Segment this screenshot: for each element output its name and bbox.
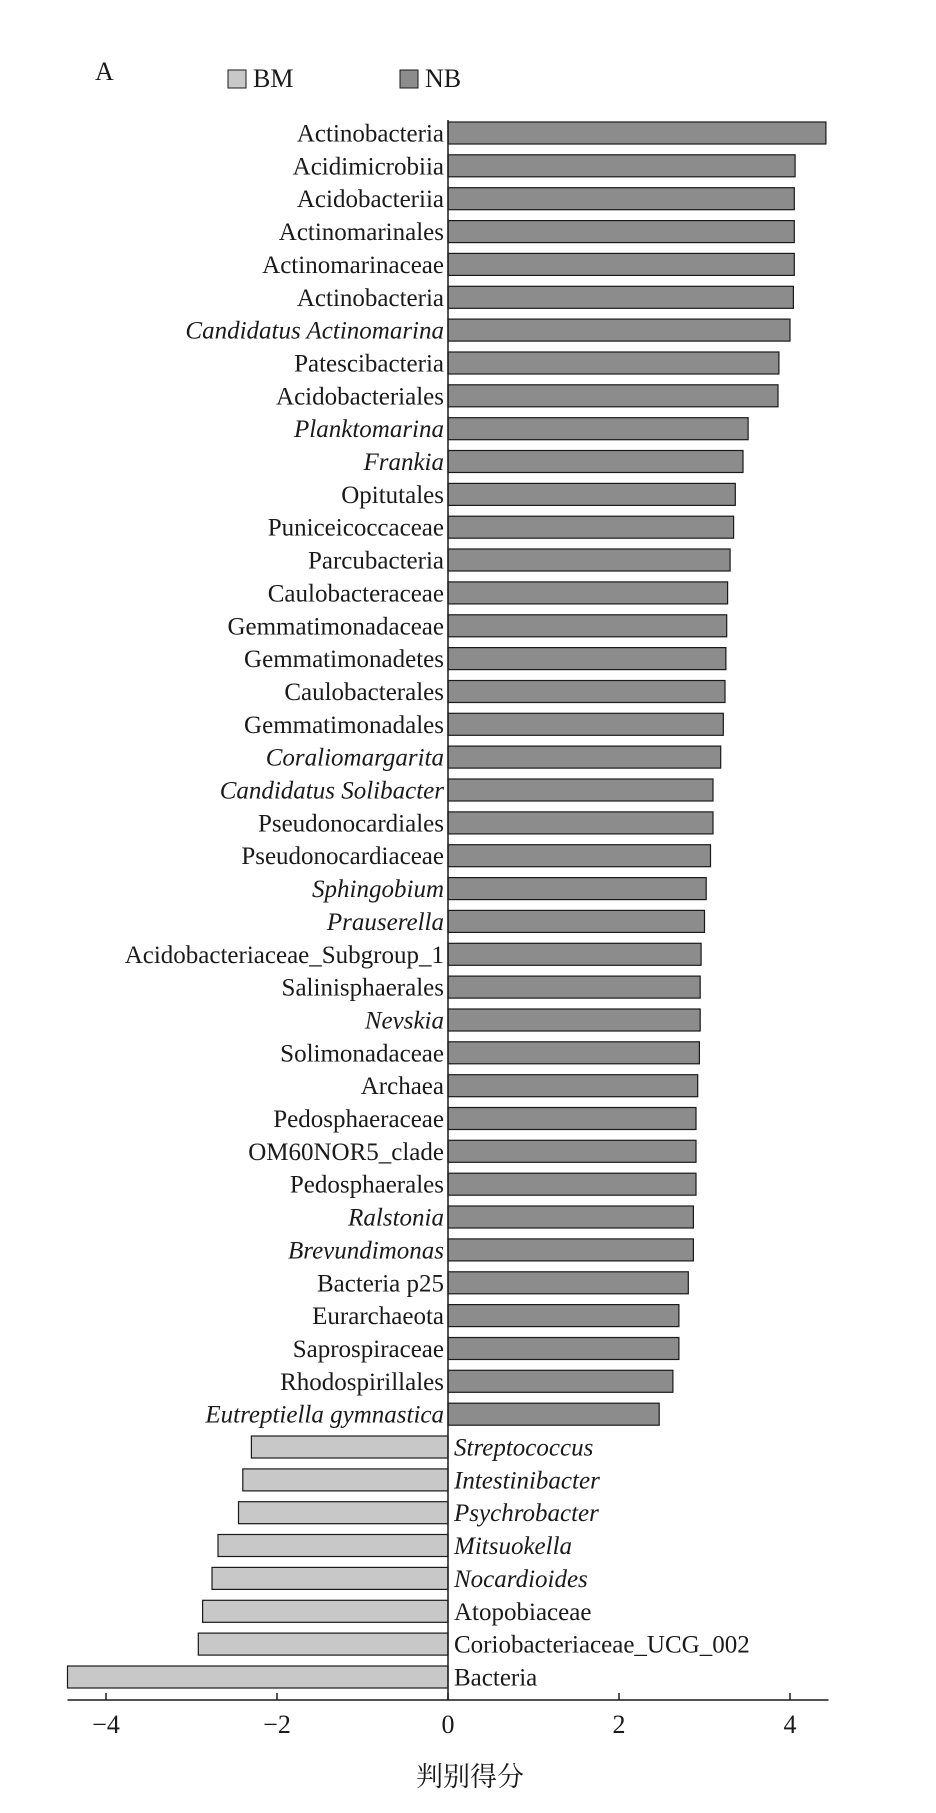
category-label-46: Coriobacteriaceae_UCG_002 (454, 1631, 750, 1659)
bar-5 (448, 286, 793, 308)
bar-8 (448, 385, 778, 407)
category-label-33: Ralstonia (348, 1204, 444, 1232)
category-label-25: Acidobacteriaceae_Subgroup_1 (124, 941, 444, 969)
bar-27 (448, 1009, 700, 1031)
bar-12 (448, 516, 734, 538)
legend-swatch-nb (400, 70, 418, 88)
category-label-23: Sphingobium (312, 876, 444, 904)
bar-43 (218, 1535, 448, 1557)
bar-35 (448, 1272, 688, 1294)
bar-45 (203, 1600, 448, 1622)
category-label-20: Candidatus Solibacter (219, 777, 444, 805)
category-label-34: Brevundimonas (288, 1237, 444, 1265)
category-label-0: Actinobacteria (296, 120, 444, 148)
legend-swatch-bm (228, 70, 246, 88)
x-tick-label-0: −4 (92, 1710, 120, 1739)
bar-2 (448, 188, 794, 210)
bar-33 (448, 1206, 693, 1228)
bar-18 (448, 713, 723, 735)
category-label-5: Actinobacteria (296, 284, 444, 312)
bar-30 (448, 1108, 696, 1130)
category-label-24: Prauserella (326, 908, 444, 936)
bar-9 (448, 418, 748, 440)
category-label-36: Eurarchaeota (312, 1303, 444, 1331)
category-label-6: Candidatus Actinomarina (185, 317, 444, 345)
bar-44 (212, 1567, 448, 1589)
category-label-43: Mitsuokella (454, 1533, 573, 1560)
category-label-22: Pseudonocardiaceae (241, 843, 444, 871)
category-label-27: Nevskia (364, 1007, 444, 1035)
category-label-32: Pedosphaerales (289, 1171, 444, 1199)
category-label-7: Patescibacteria (294, 350, 444, 378)
bar-38 (448, 1370, 673, 1392)
legend-label-bm: BM (253, 64, 294, 93)
bar-40 (251, 1436, 448, 1458)
category-label-18: Gemmatimonadales (244, 711, 444, 739)
category-label-30: Pedosphaeraceae (273, 1106, 444, 1133)
bar-31 (448, 1140, 696, 1162)
category-label-16: Gemmatimonadetes (244, 646, 444, 674)
category-label-28: Solimonadaceae (280, 1040, 444, 1068)
category-label-2: Acidobacteriia (296, 186, 444, 214)
bar-29 (448, 1075, 698, 1097)
bar-46 (198, 1633, 448, 1655)
category-label-45: Atopobiaceae (454, 1598, 592, 1626)
bar-17 (448, 681, 725, 703)
bar-7 (448, 352, 779, 374)
bar-36 (448, 1305, 679, 1327)
bar-39 (448, 1403, 659, 1425)
legend (228, 64, 461, 93)
category-label-40: Streptococcus (454, 1434, 594, 1462)
category-label-31: OM60NOR5_clade (248, 1138, 444, 1166)
category-label-19: Coraliomargarita (265, 744, 444, 772)
category-label-44: Nocardioides (454, 1565, 588, 1593)
x-tick-label-3: 2 (612, 1710, 626, 1739)
x-axis-label: 判别得分 (416, 1762, 524, 1793)
bar-23 (448, 878, 706, 900)
bar-47 (68, 1666, 449, 1688)
bar-24 (448, 910, 705, 932)
category-label-9: Planktomarina (294, 416, 444, 444)
category-label-26: Salinisphaerales (281, 974, 444, 1002)
category-label-14: Caulobacteraceae (267, 580, 444, 608)
category-label-8: Acidobacteriales (276, 383, 444, 411)
bar-28 (448, 1042, 699, 1064)
bar-14 (448, 582, 728, 604)
category-label-3: Actinomarinales (278, 219, 444, 247)
bar-1 (448, 155, 795, 177)
category-label-4: Actinomarinaceae (262, 251, 444, 279)
category-label-17: Caulobacterales (284, 679, 444, 706)
bar-21 (448, 812, 713, 834)
category-label-47: Bacteria (454, 1664, 538, 1692)
bar-19 (448, 746, 721, 768)
category-label-15: Gemmatimonadaceae (227, 613, 444, 641)
category-label-37: Saprospiraceae (292, 1336, 444, 1363)
panel-label: A (95, 57, 114, 86)
bar-13 (448, 549, 730, 571)
category-label-41: Intestinibacter (454, 1467, 600, 1495)
bar-34 (448, 1239, 693, 1261)
bar-22 (448, 845, 711, 867)
bar-10 (448, 451, 743, 473)
bars-group (68, 122, 826, 1688)
category-label-10: Frankia (363, 449, 444, 476)
bar-6 (448, 319, 790, 341)
bar-42 (239, 1502, 449, 1524)
x-tick-label-2: 0 (441, 1710, 455, 1739)
bar-32 (448, 1173, 696, 1195)
bar-11 (448, 483, 735, 505)
category-label-13: Parcubacteria (307, 547, 444, 575)
bar-3 (448, 221, 794, 243)
category-label-38: Rhodospirillales (280, 1368, 444, 1396)
bar-26 (448, 976, 700, 998)
category-label-39: Eutreptiella gymnastica (205, 1401, 444, 1429)
bar-25 (448, 943, 701, 965)
bar-41 (243, 1469, 448, 1491)
bar-0 (448, 122, 826, 144)
category-label-12: Puniceicoccaceae (267, 514, 444, 542)
category-label-21: Pseudonocardiales (257, 810, 444, 838)
category-label-1: Acidimicrobiia (292, 153, 444, 181)
bar-20 (448, 779, 713, 801)
category-label-11: Opitutales (341, 481, 444, 509)
bar-16 (448, 648, 726, 670)
x-tick-label-1: −2 (263, 1710, 291, 1739)
bar-37 (448, 1338, 679, 1360)
bar-4 (448, 253, 794, 275)
category-label-35: Bacteria p25 (316, 1270, 444, 1298)
category-label-42: Psychrobacter (454, 1500, 599, 1528)
bar-15 (448, 615, 727, 637)
category-label-29: Archaea (360, 1073, 444, 1101)
x-tick-label-4: 4 (783, 1710, 797, 1739)
legend-label-nb: NB (425, 64, 462, 93)
